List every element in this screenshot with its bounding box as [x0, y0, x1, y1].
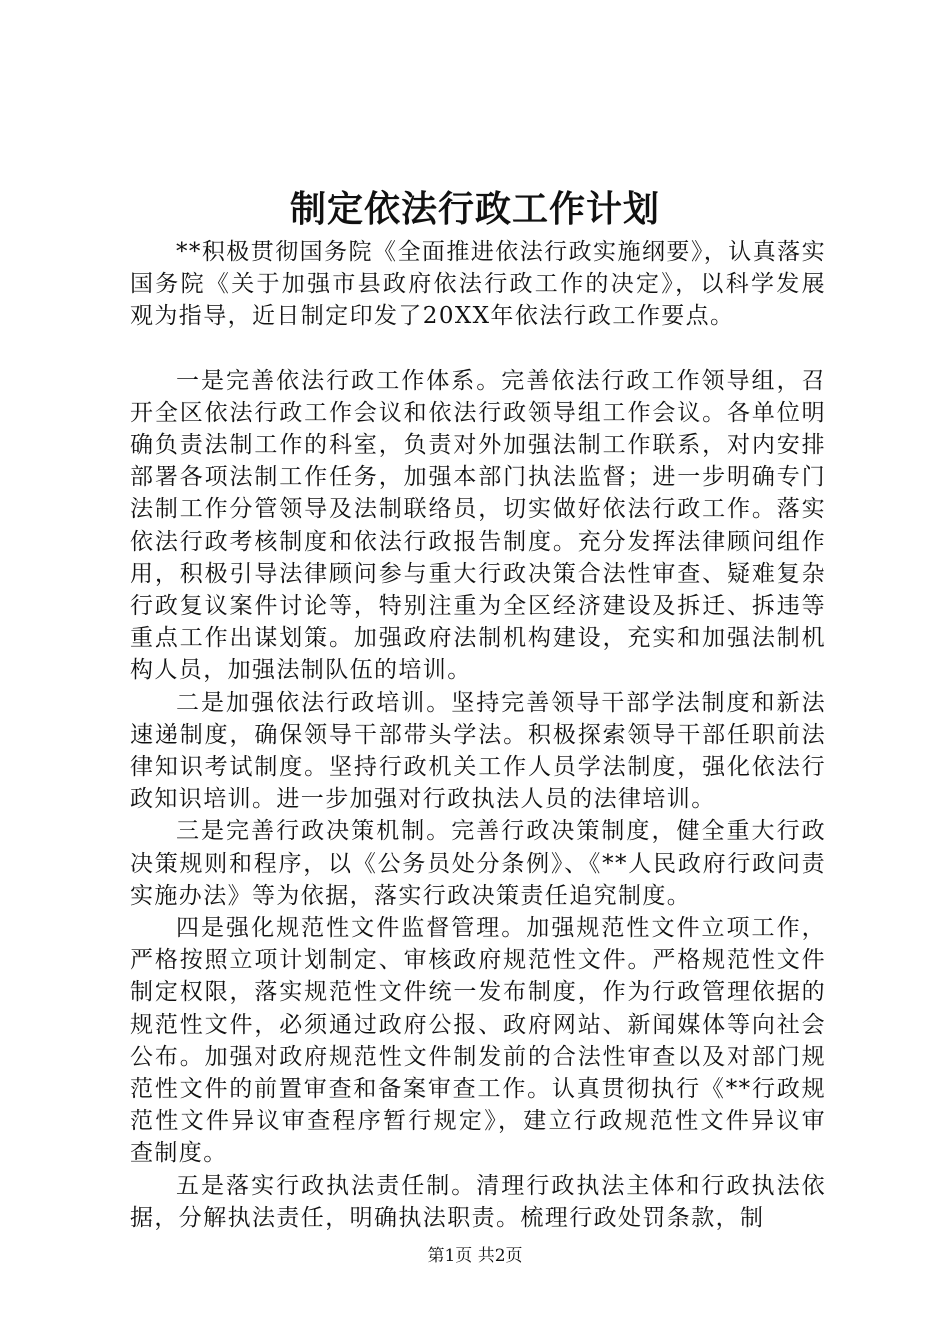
page-number-footer: 第1页 共2页 — [427, 1246, 523, 1266]
paragraph-3: 三是完善行政决策机制。完善行政决策制度，健全重大行政决策规则和程序，以《公务员处分条例》、《**人民政府行政问责实施办法》等为依据，落实行政决策责任追究制度。 — [130, 818, 826, 909]
paragraph-1: 一是完善依法行政工作体系。完善依法行政工作领导组，召开全区依法行政工作会议和依法行政领导组工作会议。各单位明确负责法制工作的科室，负责对外加强法制工作联系，对内安排部署各项法制工作任务，加强本部门执法监督；进一步明确专门法制工作分管领导及法制联络员，切实做好依法行政工作。落实依法行政考核制度和依法行政报告制度。充分发挥法律顾问组作用，积极引导法律顾问参与重大行政决策合法性审查、疑难复杂行政复议案件讨论等，特别注重为全区经济建设及拆迁、拆违等重点工作出谋划策。加强政府法制机构建设，充实和加强法制机构人员，加强法制队伍的培训。 — [130, 367, 826, 684]
intro-paragraph: **积极贯彻国务院《全面推进依法行政实施纲要》，认真落实国务院《关于加强市县政府依法行政工作的决定》，以科学发展观为指导，近日制定印发了20XX年依法行政工作要点。 — [130, 239, 826, 330]
paragraph-spacer — [130, 333, 826, 365]
paragraph-2: 二是加强依法行政培训。坚持完善领导干部学法制度和新法速递制度，确保领导干部带头学法。积极探索领导干部任职前法律知识考试制度。坚持行政机关工作人员学法制度，强化依法行政知识培训。进一步加强对行政执法人员的法律培训。 — [130, 689, 826, 813]
paragraph-4: 四是强化规范性文件监督管理。加强规范性文件立项工作，严格按照立项计划制定、审核政府规范性文件。严格规范性文件制定权限，落实规范性文件统一发布制度，作为行政管理依据的规范性文件，必须通过政府公报、政府网站、新闻媒体等向社会公布。加强对政府规范性文件制发前的合法性审查以及对部门规范性文件的前置审查和备案审查工作。认真贯彻执行《**行政规范性文件异议审查程序暂行规定》，建立行政规范性文件异议审查制度。 — [130, 915, 826, 1167]
paragraph-5: 五是落实行政执法责任制。清理行政执法主体和行政执法依据，分解执法责任，明确执法职责。梳理行政处罚条款，制 — [130, 1172, 826, 1231]
document-title: 制定依法行政工作计划 — [289, 189, 660, 230]
document-body — [130, 236, 826, 1234]
